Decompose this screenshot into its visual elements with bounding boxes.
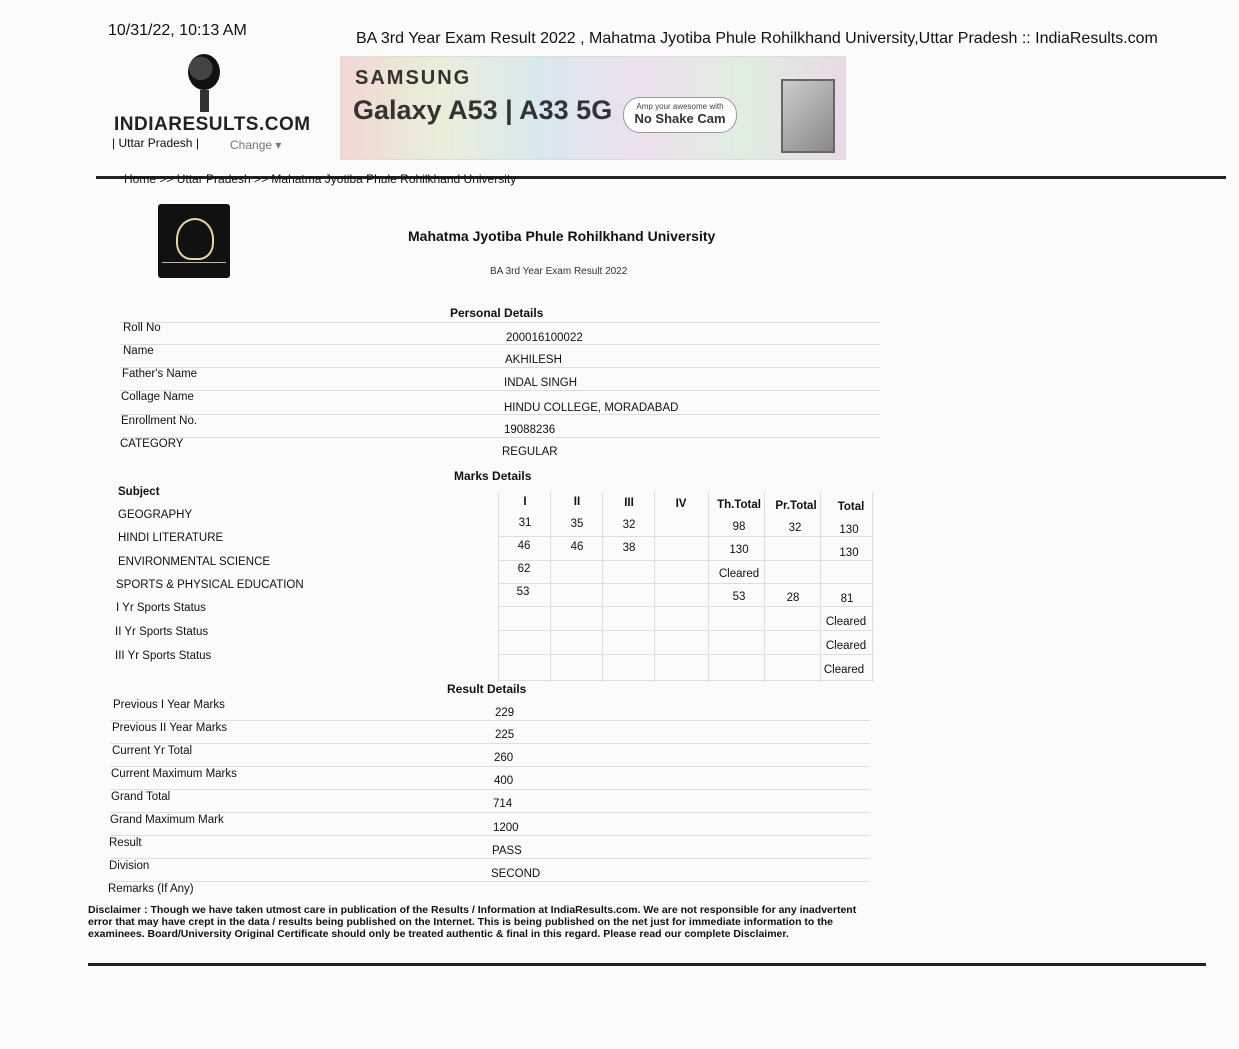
divider xyxy=(110,835,870,836)
mark-cell: 46 xyxy=(517,540,531,552)
page-title: BA 3rd Year Exam Result 2022 , Mahatma Jyotiba Phule Rohilkhand University,Uttar Pradesh :: IndiaResults.com xyxy=(356,30,1158,47)
personal-heading: Personal Details xyxy=(450,306,544,320)
personal-label: CATEGORY xyxy=(120,438,184,450)
print-datetime: 10/31/22, 10:13 AM xyxy=(108,22,247,39)
subject-name: ENVIRONMENTAL SCIENCE xyxy=(118,556,271,568)
result-value: 400 xyxy=(494,775,514,787)
phone-image-icon xyxy=(781,79,835,153)
subject-name: SPORTS & PHYSICAL EDUCATION xyxy=(116,579,304,591)
divider xyxy=(120,414,880,415)
subject-name: HINDI LITERATURE xyxy=(118,532,224,544)
result-label: Division xyxy=(109,860,150,872)
divider xyxy=(110,743,870,744)
ad-cta-button[interactable] xyxy=(623,97,737,133)
subject-name: I Yr Sports Status xyxy=(116,602,206,614)
mark-cell: 53 xyxy=(516,586,530,598)
divider xyxy=(498,536,874,537)
mark-cell: Cleared xyxy=(823,664,865,676)
mark-cell: 130 xyxy=(839,524,859,536)
personal-label: Enrollment No. xyxy=(121,415,198,427)
col-subject: Subject xyxy=(118,486,160,498)
subject-name: III Yr Sports Status xyxy=(115,650,212,662)
mark-cell: Cleared xyxy=(718,568,760,580)
result-card xyxy=(108,186,882,898)
col-i: I xyxy=(523,496,527,508)
divider xyxy=(498,630,874,631)
divider xyxy=(120,367,880,368)
divider xyxy=(110,858,870,859)
col-total: Total xyxy=(837,501,865,513)
mark-cell: 98 xyxy=(732,521,746,533)
marks-heading: Marks Details xyxy=(454,469,532,483)
result-heading: Result Details xyxy=(447,682,527,696)
ad-cta-big: No Shake Cam xyxy=(634,111,726,126)
result-value: SECOND xyxy=(491,868,541,880)
subject-name: GEOGRAPHY xyxy=(118,509,193,521)
result-label: Grand Total xyxy=(111,791,171,803)
logo-mark-icon xyxy=(188,54,220,90)
mark-cell: 81 xyxy=(840,593,854,605)
divider xyxy=(110,881,870,882)
divider xyxy=(120,390,880,391)
result-label: Previous II Year Marks xyxy=(112,722,228,734)
mark-cell: 130 xyxy=(839,547,859,559)
result-label: Previous I Year Marks xyxy=(113,699,225,711)
personal-value: HINDU COLLEGE, MORADABAD xyxy=(504,402,679,414)
university-name: Mahatma Jyotiba Phule Rohilkhand University xyxy=(408,228,716,244)
site-name: INDIARESULTS.COM xyxy=(114,114,311,135)
mark-cell: 38 xyxy=(622,542,636,554)
university-logo xyxy=(158,204,230,278)
mark-cell: 53 xyxy=(732,591,746,603)
result-label: Current Maximum Marks xyxy=(111,768,237,780)
mark-cell: 35 xyxy=(570,518,584,530)
disclaimer: Disclaimer : Though we have taken utmost care in publication of the Results / Information at IndiaResults.com. We are not responsible for any inadvertent error that may have crept in the data / results being published on the Internet. This is being published on the net just for immediate information to the examinees. Board/University Original Certificate should only be treated authentic & final in this regard. Please read our complete Disclaimer. xyxy=(88,904,857,940)
mark-cell: 62 xyxy=(517,563,531,575)
result-value: 1200 xyxy=(493,822,519,834)
mark-cell: 31 xyxy=(518,517,532,529)
personal-value: 200016100022 xyxy=(506,332,583,344)
mark-cell: 130 xyxy=(729,544,749,556)
col-iv: IV xyxy=(675,498,687,510)
divider xyxy=(498,680,874,681)
divider xyxy=(498,606,874,607)
divider xyxy=(498,560,874,561)
mark-cell: 32 xyxy=(788,522,802,534)
ad-model: Galaxy A53 | A33 5G xyxy=(353,95,613,125)
ad-brand: SAMSUNG xyxy=(355,67,472,89)
emblem-icon xyxy=(176,218,214,260)
result-label: Grand Maximum Mark xyxy=(110,814,224,826)
personal-value: 19088236 xyxy=(504,424,556,436)
result-value: 714 xyxy=(493,798,513,810)
subject-name: II Yr Sports Status xyxy=(115,626,209,638)
mark-cell: Cleared xyxy=(825,616,867,628)
breadcrumb[interactable]: Home >> Uttar Pradesh >> Mahatma Jyotiba Phule Rohilkhand University xyxy=(124,172,517,186)
divider xyxy=(120,344,880,345)
divider xyxy=(498,583,874,584)
result-value: PASS xyxy=(492,845,522,857)
result-label: Remarks (If Any) xyxy=(108,883,194,895)
result-value: 229 xyxy=(495,707,515,719)
personal-value: REGULAR xyxy=(502,446,558,458)
personal-label: Name xyxy=(123,345,154,357)
logo-stem-icon xyxy=(200,90,209,112)
site-logo[interactable] xyxy=(110,54,311,154)
mark-cell: Cleared xyxy=(825,640,867,652)
personal-label: Collage Name xyxy=(121,391,194,403)
result-value: 260 xyxy=(494,752,514,764)
result-value: 225 xyxy=(495,729,515,741)
divider xyxy=(120,437,880,438)
change-state-link[interactable]: Change ▾ xyxy=(230,138,282,152)
mark-cell: 28 xyxy=(786,592,800,604)
divider xyxy=(110,720,870,721)
result-label: Result xyxy=(109,837,142,849)
state-label: | Uttar Pradesh | xyxy=(112,136,199,150)
result-label: Current Yr Total xyxy=(112,745,193,757)
personal-label: Roll No xyxy=(123,322,161,334)
divider xyxy=(110,789,870,790)
divider xyxy=(120,322,880,323)
footer-divider xyxy=(88,963,1206,966)
col-pr-total: Pr.Total xyxy=(775,500,817,512)
personal-label: Father's Name xyxy=(122,368,198,380)
divider xyxy=(110,812,870,813)
col-iii: III xyxy=(624,497,634,509)
divider xyxy=(110,766,870,767)
divider xyxy=(498,654,874,655)
exam-name: BA 3rd Year Exam Result 2022 xyxy=(490,266,628,277)
mark-cell: 46 xyxy=(570,541,584,553)
ad-cta-small: Amp your awesome with xyxy=(636,102,724,111)
col-th-total: Th.Total xyxy=(717,499,761,511)
col-ii: II xyxy=(573,496,581,508)
mark-cell: 32 xyxy=(622,519,636,531)
personal-value: AKHILESH xyxy=(505,354,562,366)
personal-value: INDAL SINGH xyxy=(504,377,578,389)
ad-banner[interactable] xyxy=(340,56,846,160)
emblem-caption xyxy=(162,262,226,271)
